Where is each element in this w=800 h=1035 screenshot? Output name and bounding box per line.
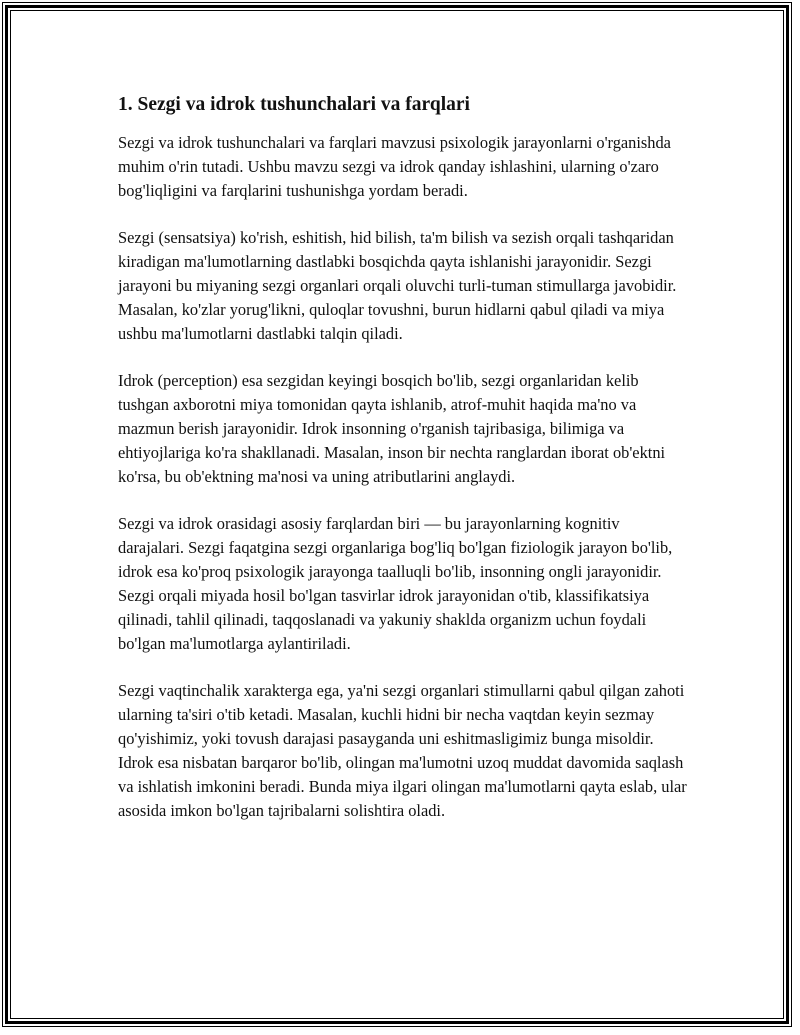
paragraph-duration: Sezgi vaqtinchalik xarakterga ega, ya'ni sezgi organlari stimullarni qabul qilgan zahoti ularning ta'siri o'tib ketadi. Masalan, kuchli hidni bir necha vaqtdan keyin sezmay qo'yishimiz, yoki tovush darajasi pasayganda uni eshitmasligimiz bunga misoldir. Idrok esa nisbatan barqaror bo'lib, olingan ma'lumotni uzoq muddat davomida saqlash va ishlatish imkonini beradi. Bunda miya ilgari olingan ma'lumotlarni qayta eslab, ular asosida imkon bo'lgan tajribalarni solishtira oladi.: [118, 681, 687, 820]
section-heading: 1. Sezgi va idrok tushunchalari va farqlari: [118, 94, 470, 115]
paragraph-differences: Sezgi va idrok orasidagi asosiy farqlardan biri — bu jarayonlarning kognitiv darajalari. Sezgi faqatgina sezgi organlariga bog'liq bo'lgan fiziologik jarayon bo'lib, idrok esa ko'proq psixologik jarayonga taalluqli bo'lib, insonning ongli jarayonidir. Sezgi orqali miyada hosil bo'lgan tasvirlar idrok jarayonidan o'tib, klassifikatsiya qilinadi, tahlil qilinadi, taqqoslanadi va yakuniy shaklda organizm uchun foydali bo'lgan ma'lumotlarga aylantiriladi.: [118, 514, 673, 653]
paragraph-sensation: Sezgi (sensatsiya) ko'rish, eshitish, hid bilish, ta'm bilish va sezish orqali tashqaridan kiradigan ma'lumotlarning dastlabki bosqichda qayta ishlanishi jarayonidir. Sezgi jarayoni bu miyaning sezgi organlari orqali oluvchi turli-tuman stimullarga javobidir. Masalan, ko'zlar yorug'likni, quloqlar tovushni, burun hidlarni qabul qiladi va miya ushbu ma'lumotlarni dastlabki talqin qiladi.: [118, 228, 677, 343]
document-body: [118, 92, 688, 823]
paragraph-intro: Sezgi va idrok tushunchalari va farqlari mavzusi psixologik jarayonlarni o'rganishda muhim o'rin tutadi. Ushbu mavzu sezgi va idrok qanday ishlashini, ularning o'zaro bog'liqligini va farqlarini tushunishga yordam beradi.: [118, 133, 671, 200]
paragraph-perception: Idrok (perception) esa sezgidan keyingi bosqich bo'lib, sezgi organlaridan kelib tushgan axborotni miya tomonidan qayta ishlanib, atrof-muhit haqida ma'no va mazmun berish jarayonidir. Idrok insonning o'rganish tajribasiga, bilimiga va ehtiyojlariga ko'ra shakllanadi. Masalan, inson bir nechta ranglardan iborat ob'ektni ko'rsa, bu ob'ektning ma'nosi va uning atributlarini anglaydi.: [118, 371, 666, 486]
